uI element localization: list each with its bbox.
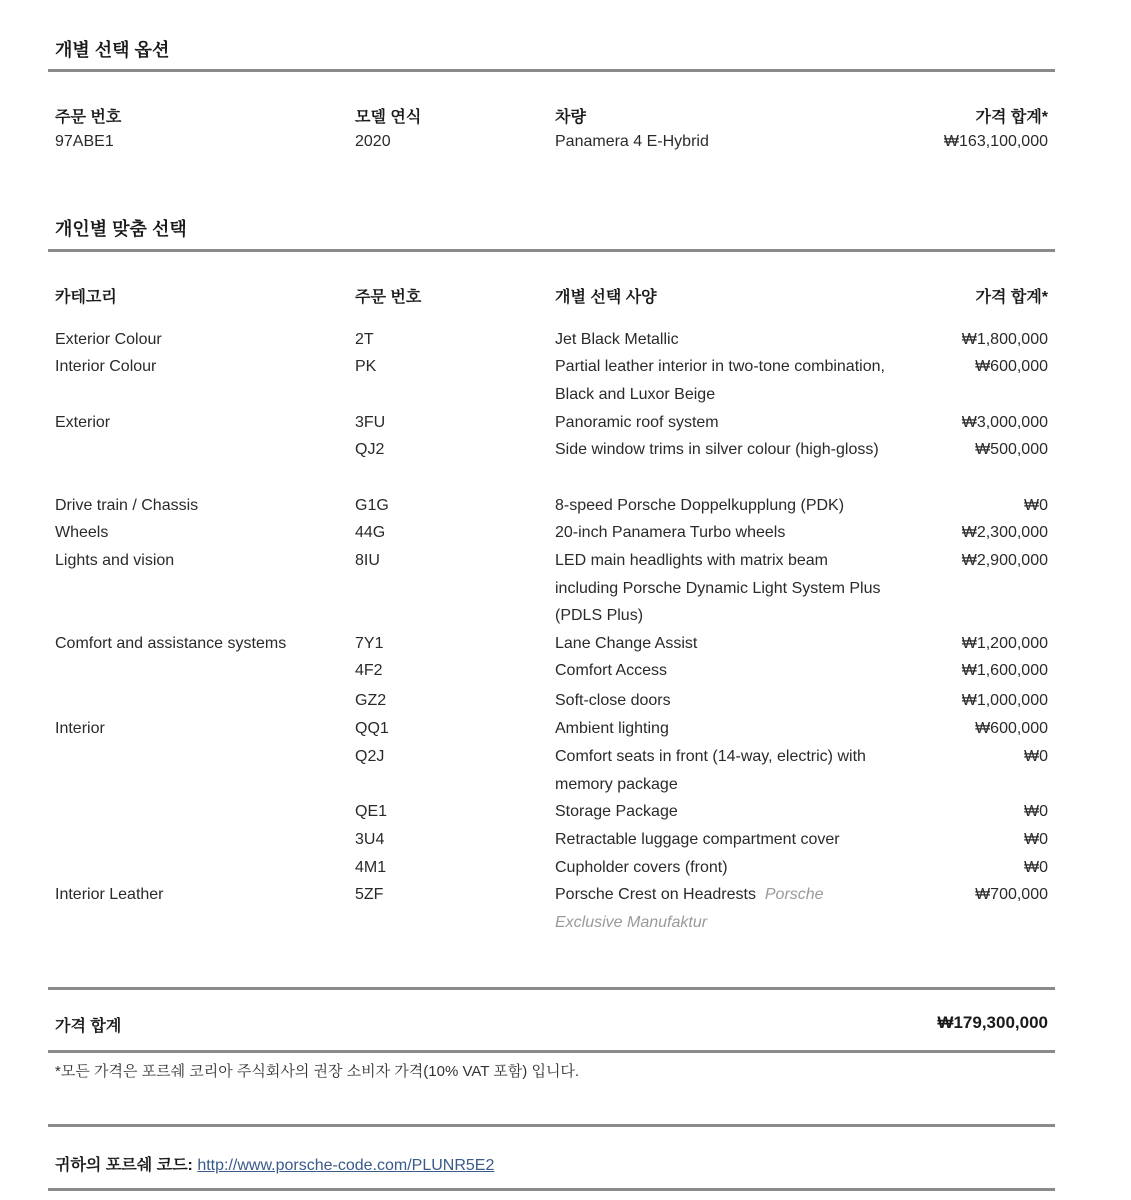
order-number-value: 97ABE1 [55,133,114,150]
section-title-personalization: 개인별 맞춤 선택 [55,219,187,239]
row-category: Lights and vision [55,552,175,569]
row-code: GZ2 [355,692,387,709]
row-option [555,881,885,936]
row-price: ₩0 [1024,497,1048,514]
row-price: ₩700,000 [975,886,1048,903]
row-category: Exterior Colour [55,331,162,348]
header-order-number: 주문 번호 [55,109,122,126]
row-option: 8-speed Porsche Doppelkupplung (PDK) [555,497,845,514]
row-category: Interior [55,720,105,737]
row-price: ₩0 [1024,859,1048,876]
row-price: ₩2,900,000 [961,552,1048,569]
row-code: 44G [355,524,386,541]
header-code: 주문 번호 [355,289,422,306]
header-option: 개별 선택 사양 [555,289,657,306]
row-option: Cupholder covers (front) [555,859,728,876]
row-code: QJ2 [355,441,385,458]
header-price: 가격 합계* [975,289,1048,306]
divider [48,1188,1055,1191]
row-category: Interior Colour [55,358,157,375]
row-category: Comfort and assistance systems [55,635,287,652]
row-price: ₩0 [1024,831,1048,848]
vehicle-value: Panamera 4 E-Hybrid [555,133,709,150]
section-title-individual-options: 개별 선택 옵션 [55,40,170,60]
row-code: 2T [355,331,374,348]
divider [48,1050,1055,1053]
row-option-note: Porsche Exclusive Manufaktur [555,886,824,931]
row-price: ₩600,000 [975,358,1048,375]
row-option: Partial leather interior in two-tone combination, Black and Luxor Beige [555,358,885,403]
row-option: LED main headlights with matrix beam including Porsche Dynamic Light System Plus (PDLS Plus) [555,552,881,624]
row-option: 20-inch Panamera Turbo wheels [555,524,786,541]
row-option: Side window trims in silver colour (high-gloss) [555,441,879,458]
row-option: Soft-close doors [555,692,671,709]
row-price: ₩2,300,000 [961,524,1048,541]
row-price: ₩1,600,000 [961,662,1048,679]
row-price: ₩1,800,000 [961,331,1048,348]
row-price: ₩3,000,000 [961,414,1048,431]
row-price: ₩1,200,000 [961,635,1048,652]
header-price-total: 가격 합계* [975,109,1048,126]
row-code: 4F2 [355,662,383,679]
row-code: 8IU [355,552,380,569]
model-year-value: 2020 [355,133,391,150]
row-price: ₩500,000 [975,441,1048,458]
row-category: Drive train / Chassis [55,497,199,514]
divider [48,1124,1055,1127]
row-code: G1G [355,497,389,514]
row-option-text: Porsche Crest on Headrests [555,886,756,903]
row-price: ₩1,000,000 [961,692,1048,709]
base-price-value: ₩163,100,000 [943,133,1048,150]
row-code: QE1 [355,803,388,820]
row-code: QQ1 [355,720,389,737]
header-category: 카테고리 [55,289,117,306]
total-value: ₩179,300,000 [937,1013,1048,1032]
row-price: ₩600,000 [975,720,1048,737]
row-option: Storage Package [555,803,678,820]
divider [48,69,1055,72]
divider [48,987,1055,990]
divider [48,249,1055,252]
row-option: Lane Change Assist [555,635,698,652]
row-option: Retractable luggage compartment cover [555,831,840,848]
porsche-code-link[interactable]: http://www.porsche-code.com/PLUNR5E2 [197,1157,495,1174]
row-code: 5ZF [355,886,384,903]
row-price: ₩0 [1024,748,1048,765]
footnote: *모든 가격은 포르쉐 코리아 주식회사의 권장 소비자 가격(10% VAT 포함) 입니다. [55,1063,580,1080]
row-option: Ambient lighting [555,720,669,737]
row-code: 4M1 [355,859,387,876]
header-vehicle: 차량 [555,109,586,126]
row-option: Comfort Access [555,662,668,679]
row-category: Interior Leather [55,886,164,903]
porsche-code-label: 귀하의 포르쉐 코드: [55,1157,193,1174]
header-model-year: 모델 연식 [355,109,422,126]
row-code: 7Y1 [355,635,384,652]
row-option: Jet Black Metallic [555,331,679,348]
row-code: 3FU [355,414,386,431]
row-option: Panoramic roof system [555,414,719,431]
row-category: Wheels [55,524,109,541]
porsche-code-line [55,1152,494,1175]
row-option: Comfort seats in front (14-way, electric) with memory package [555,748,866,793]
total-label: 가격 합계 [55,1018,122,1035]
row-code: 3U4 [355,831,385,848]
row-code: PK [355,358,377,375]
row-price: ₩0 [1024,803,1048,820]
row-code: Q2J [355,748,385,765]
row-category: Exterior [55,414,111,431]
